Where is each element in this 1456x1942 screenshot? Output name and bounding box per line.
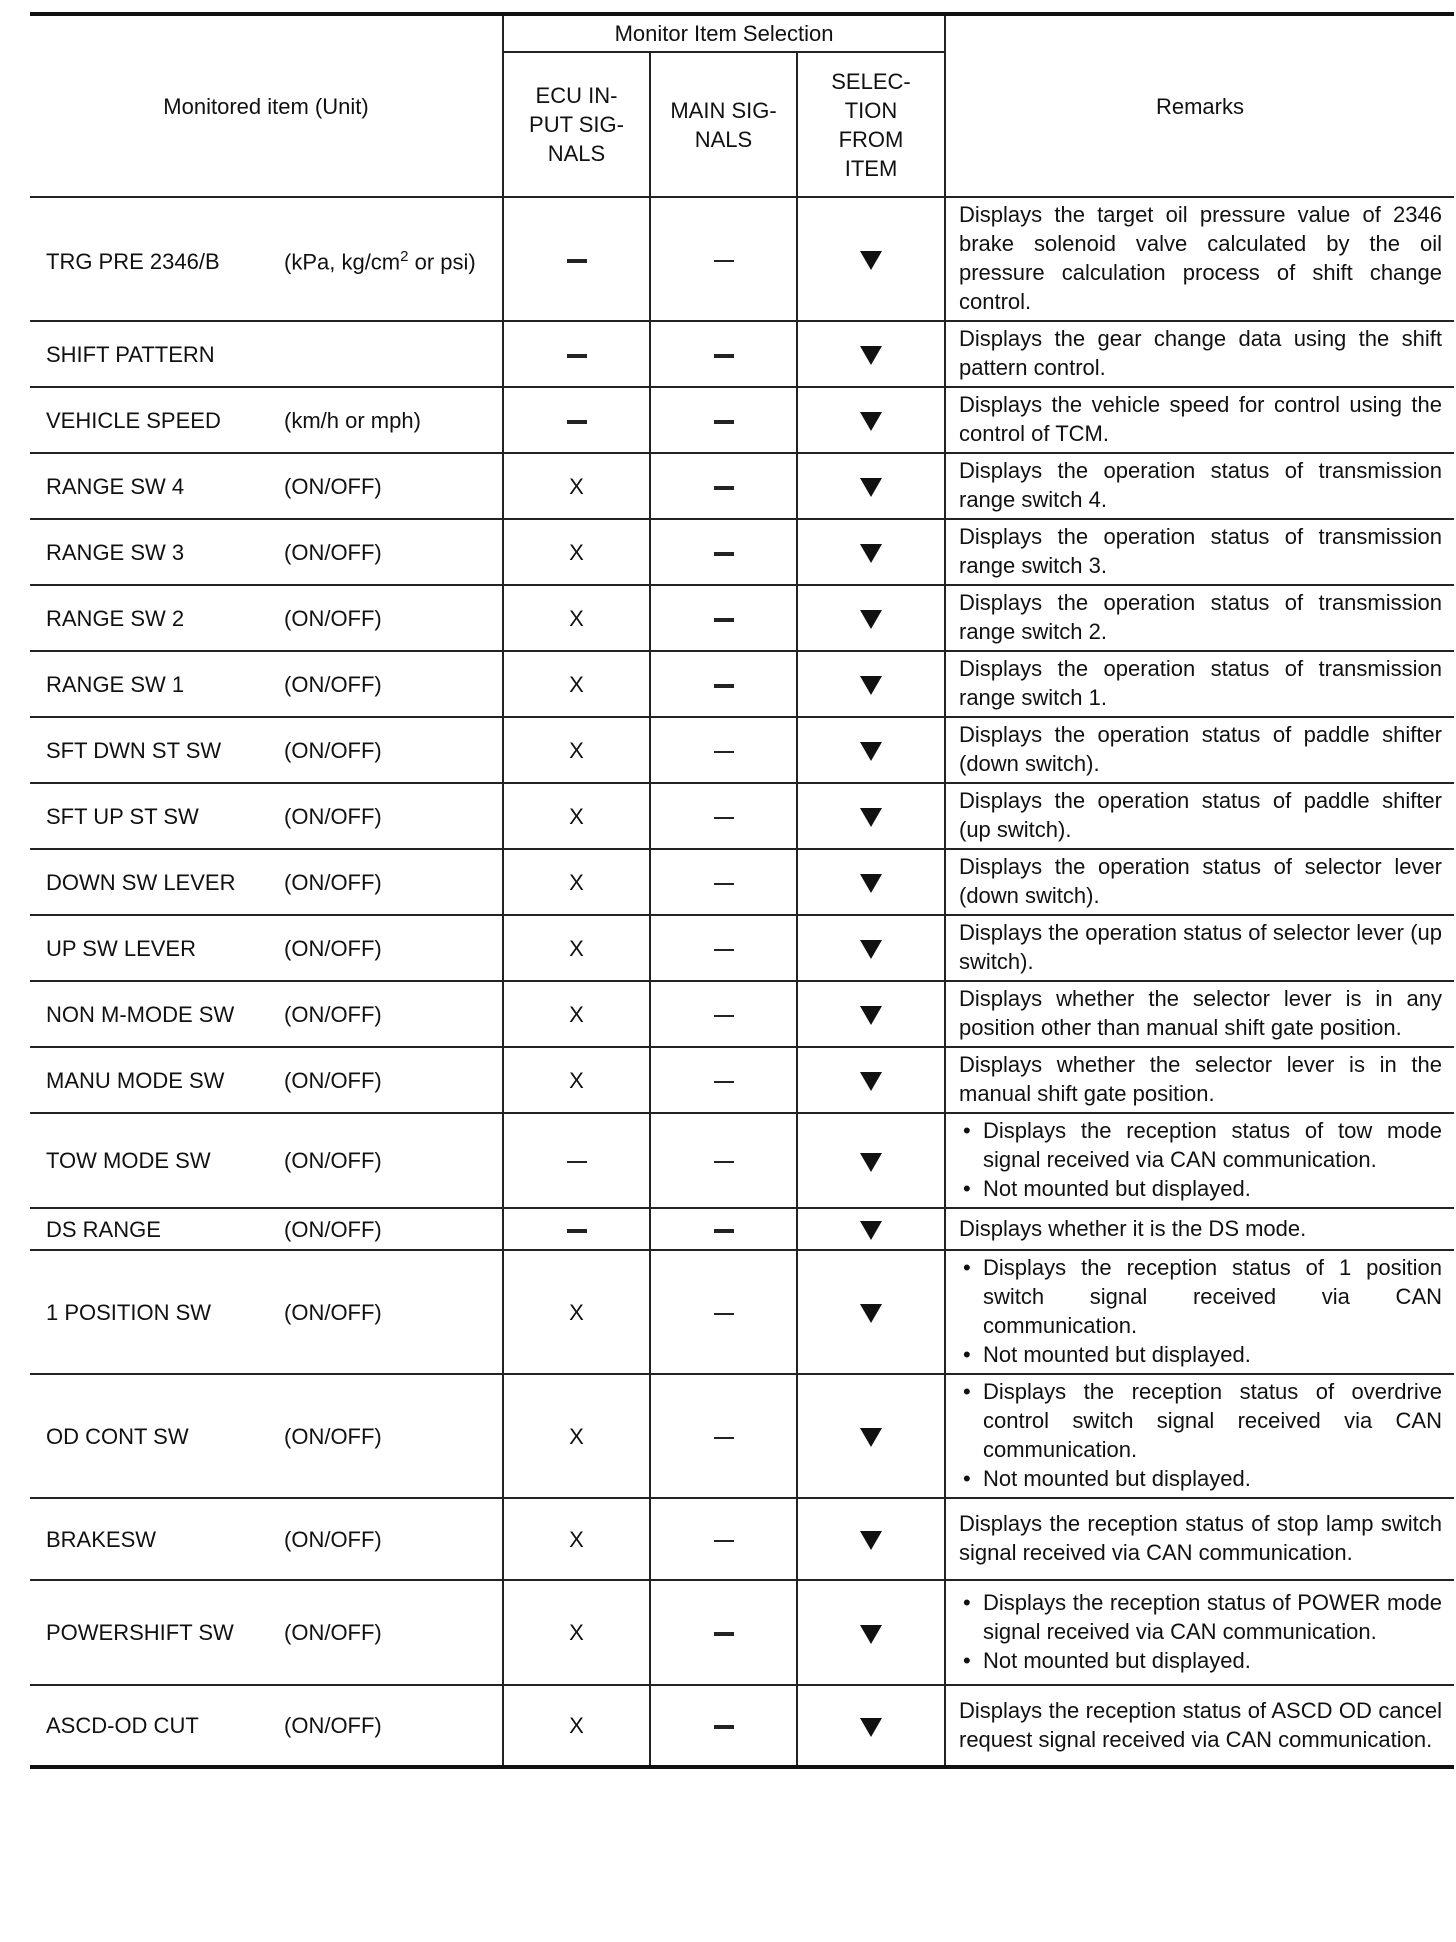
- ecu-input-mark-cell: [503, 453, 650, 519]
- item-unit: (ON/OFF): [284, 935, 382, 961]
- remarks-text: Displays the operation status of paddle shifter (down switch).: [959, 722, 1442, 776]
- main-signal-mark-cell: [650, 717, 797, 783]
- item-unit: (ON/OFF): [284, 1620, 382, 1645]
- down-triangle-icon: [860, 1221, 882, 1240]
- main-signal-mark-cell: [650, 1580, 797, 1685]
- monitored-item-cell: [30, 585, 503, 651]
- monitored-item-cell: [30, 321, 503, 387]
- dash-mark: [714, 1015, 734, 1017]
- item-unit: (ON/OFF): [284, 1216, 382, 1242]
- down-triangle-icon: [860, 1006, 882, 1025]
- remarks-list: [959, 1377, 1442, 1493]
- monitored-item-cell: [30, 197, 503, 321]
- selection-mark-cell: [797, 1208, 945, 1250]
- remarks-bullet: • Not mounted but displayed.: [959, 1174, 1442, 1203]
- remarks-cell: [945, 585, 1454, 651]
- remarks-cell: [945, 197, 1454, 321]
- down-triangle-icon: [860, 1072, 882, 1091]
- remarks-text: Displays the operation status of selector lever (down switch).: [959, 854, 1442, 908]
- selection-mark-cell: [797, 1374, 945, 1498]
- dash-mark: [567, 420, 587, 424]
- header-sel-text: SELEC- TION FROM ITEM: [831, 68, 911, 181]
- selection-mark-cell: [797, 1047, 945, 1113]
- dash-mark: [714, 1632, 734, 1636]
- item-name: ASCD-OD CUT: [46, 1713, 199, 1738]
- table-row: [30, 1047, 1454, 1113]
- monitored-item-cell: [30, 783, 503, 849]
- dash-mark: [714, 1081, 734, 1083]
- dash-mark: [714, 817, 734, 819]
- item-name: RANGE SW 3: [46, 539, 185, 565]
- table-row: [30, 1580, 1454, 1685]
- item-name: TOW MODE SW: [46, 1148, 211, 1173]
- item-unit: [284, 242, 476, 276]
- ecu-input-mark: X: [569, 869, 584, 895]
- table-row: [30, 1208, 1454, 1250]
- remarks-bullet: • Displays the reception status of tow mode signal received via CAN communication.: [959, 1116, 1442, 1174]
- ecu-input-mark: X: [569, 1001, 584, 1027]
- remarks-cell: [945, 321, 1454, 387]
- header-main-signals: [650, 52, 797, 197]
- selection-mark-cell: [797, 1498, 945, 1580]
- ecu-input-mark-cell: [503, 783, 650, 849]
- main-signal-mark-cell: [650, 981, 797, 1047]
- table-row: [30, 585, 1454, 651]
- down-triangle-icon: [860, 874, 882, 893]
- down-triangle-icon: [860, 1718, 882, 1737]
- ecu-input-mark-cell: [503, 1498, 650, 1580]
- down-triangle-icon: [860, 1428, 882, 1447]
- remarks-cell: [945, 1685, 1454, 1767]
- down-triangle-icon: [860, 1153, 882, 1172]
- item-unit: (ON/OFF): [284, 869, 382, 895]
- item-name: DOWN SW LEVER: [46, 869, 236, 895]
- unit-text: or psi): [408, 249, 476, 275]
- ecu-input-mark: X: [569, 1423, 584, 1449]
- remarks-cell: [945, 519, 1454, 585]
- selection-mark-cell: [797, 915, 945, 981]
- main-signal-mark-cell: [650, 1047, 797, 1113]
- table-row: [30, 1113, 1454, 1208]
- dash-mark: [714, 486, 734, 490]
- selection-mark-cell: [797, 1580, 945, 1685]
- dash-mark: [714, 618, 734, 622]
- remarks-cell: [945, 849, 1454, 915]
- item-unit: (ON/OFF): [284, 737, 382, 763]
- remarks-text: Displays whether the selector lever is in the manual shift gate position.: [959, 1052, 1442, 1106]
- item-name: BRAKESW: [46, 1526, 157, 1552]
- ecu-input-mark-cell: [503, 519, 650, 585]
- selection-mark-cell: [797, 849, 945, 915]
- item-unit: (ON/OFF): [284, 1526, 382, 1552]
- remarks-text: Displays the reception status of ASCD OD cancel request signal received via CAN communication.: [959, 1697, 1442, 1752]
- remarks-cell: [945, 1498, 1454, 1580]
- main-signal-mark-cell: [650, 387, 797, 453]
- monitored-item-cell: [30, 1208, 503, 1250]
- item-unit: (ON/OFF): [284, 1001, 382, 1027]
- ecu-input-mark: X: [569, 935, 584, 961]
- selection-mark-cell: [797, 1250, 945, 1374]
- item-name: POWERSHIFT SW: [46, 1620, 234, 1645]
- header-remarks: Remarks: [945, 14, 1454, 197]
- down-triangle-icon: [860, 1531, 882, 1550]
- item-unit: (ON/OFF): [284, 473, 382, 499]
- item-name: SFT UP ST SW: [46, 803, 199, 829]
- item-name: MANU MODE SW: [46, 1067, 225, 1093]
- main-signal-mark-cell: [650, 585, 797, 651]
- table-row: [30, 783, 1454, 849]
- selection-mark-cell: [797, 453, 945, 519]
- table-body: [30, 197, 1454, 1767]
- item-name: UP SW LEVER: [46, 935, 196, 961]
- monitored-item-cell: [30, 1374, 503, 1498]
- remarks-cell: [945, 717, 1454, 783]
- down-triangle-icon: [860, 1304, 882, 1323]
- ecu-input-mark: X: [569, 1713, 584, 1738]
- unit-superscript: 2: [400, 247, 409, 265]
- ecu-input-mark-cell: [503, 1374, 650, 1498]
- header-monitor-item-selection: Monitor Item Selection: [503, 14, 945, 52]
- down-triangle-icon: [860, 742, 882, 761]
- table-row: [30, 915, 1454, 981]
- dash-mark: [567, 1161, 587, 1163]
- dash-mark: [714, 552, 734, 556]
- main-signal-mark-cell: [650, 197, 797, 321]
- dash-mark: [714, 751, 734, 753]
- monitored-item-cell: [30, 717, 503, 783]
- dash-mark: [714, 354, 734, 358]
- selection-mark-cell: [797, 717, 945, 783]
- item-name: RANGE SW 4: [46, 473, 185, 499]
- remarks-list: [959, 1116, 1442, 1203]
- main-signal-mark-cell: [650, 1113, 797, 1208]
- item-name: 1 POSITION SW: [46, 1299, 212, 1325]
- remarks-text: Displays the operation status of selector lever (up switch).: [959, 920, 1442, 974]
- remarks-text: Displays whether the selector lever is in any position other than manual shift gate position.: [959, 986, 1442, 1040]
- dash-mark: [714, 684, 734, 688]
- ecu-input-mark: X: [569, 1526, 584, 1552]
- monitored-item-cell: [30, 1047, 503, 1113]
- table-row: [30, 651, 1454, 717]
- ecu-input-mark: X: [569, 671, 584, 697]
- ecu-input-mark-cell: [503, 197, 650, 321]
- selection-mark-cell: [797, 783, 945, 849]
- table-row: [30, 1498, 1454, 1580]
- down-triangle-icon: [860, 544, 882, 563]
- main-signal-mark-cell: [650, 849, 797, 915]
- dash-mark: [567, 354, 587, 358]
- ecu-input-mark-cell: [503, 1113, 650, 1208]
- down-triangle-icon: [860, 940, 882, 959]
- item-name: SHIFT PATTERN: [46, 341, 215, 367]
- ecu-input-mark: X: [569, 1067, 584, 1093]
- dash-mark: [567, 1229, 587, 1233]
- table-row: [30, 1685, 1454, 1767]
- dash-mark: [714, 1725, 734, 1729]
- down-triangle-icon: [860, 478, 882, 497]
- remarks-bullet: • Displays the reception status of POWER mode signal received via CAN communication.: [959, 1588, 1442, 1646]
- item-name: OD CONT SW: [46, 1423, 189, 1449]
- item-name: RANGE SW 2: [46, 605, 185, 631]
- header-ecu-text: ECU IN- PUT SIG- NALS: [529, 83, 624, 166]
- ecu-input-mark: X: [569, 803, 584, 829]
- ecu-input-mark-cell: [503, 915, 650, 981]
- selection-mark-cell: [797, 197, 945, 321]
- dash-mark: [714, 420, 734, 424]
- dash-mark: [714, 1229, 734, 1233]
- ecu-input-mark: X: [569, 473, 584, 499]
- ecu-input-mark-cell: [503, 387, 650, 453]
- ecu-input-mark: X: [569, 605, 584, 631]
- table-row: [30, 1374, 1454, 1498]
- main-signal-mark-cell: [650, 1374, 797, 1498]
- item-name: DS RANGE: [46, 1216, 161, 1242]
- remarks-text: Displays the operation status of transmission range switch 1.: [959, 656, 1442, 710]
- monitored-item-cell: [30, 915, 503, 981]
- remarks-cell: [945, 651, 1454, 717]
- dash-mark: [714, 1313, 734, 1315]
- remarks-bullet: • Not mounted but displayed.: [959, 1340, 1442, 1369]
- ecu-input-mark-cell: [503, 717, 650, 783]
- unit-text: (kPa, kg/cm: [284, 249, 401, 275]
- header-ecu-input-signals: [503, 52, 650, 197]
- remarks-cell: [945, 1047, 1454, 1113]
- ecu-input-mark: X: [569, 737, 584, 763]
- selection-mark-cell: [797, 387, 945, 453]
- item-unit: (ON/OFF): [284, 1148, 382, 1173]
- main-signal-mark-cell: [650, 1685, 797, 1767]
- monitored-item-cell: [30, 1250, 503, 1374]
- selection-mark-cell: [797, 321, 945, 387]
- header-monitored-item: Monitored item (Unit): [30, 14, 503, 197]
- ecu-input-mark-cell: [503, 651, 650, 717]
- ecu-input-mark: X: [569, 1620, 584, 1645]
- remarks-cell: [945, 1580, 1454, 1685]
- remarks-bullet: • Displays the reception status of overdrive control switch signal received via CAN communication.: [959, 1377, 1442, 1464]
- ecu-input-mark: X: [569, 539, 584, 565]
- table-row: [30, 981, 1454, 1047]
- remarks-text: Displays the operation status of transmission range switch 4.: [959, 458, 1442, 512]
- ecu-input-mark-cell: [503, 585, 650, 651]
- monitored-item-cell: [30, 1113, 503, 1208]
- remarks-bullet: • Not mounted but displayed.: [959, 1464, 1442, 1493]
- ecu-input-mark: X: [569, 1299, 584, 1325]
- selection-mark-cell: [797, 1685, 945, 1767]
- ecu-input-mark-cell: [503, 849, 650, 915]
- dash-mark: [714, 949, 734, 951]
- remarks-text: Displays whether it is the DS mode.: [959, 1215, 1307, 1241]
- main-signal-mark-cell: [650, 783, 797, 849]
- item-name: VEHICLE SPEED: [46, 407, 221, 433]
- monitored-item-cell: [30, 453, 503, 519]
- down-triangle-icon: [860, 676, 882, 695]
- item-name: TRG PRE 2346/B: [46, 249, 220, 275]
- remarks-cell: [945, 1250, 1454, 1374]
- remarks-cell: [945, 1374, 1454, 1498]
- dash-mark: [714, 1161, 734, 1163]
- monitored-item-cell: [30, 1685, 503, 1767]
- down-triangle-icon: [860, 412, 882, 431]
- dash-mark: [714, 1540, 734, 1542]
- monitored-item-cell: [30, 849, 503, 915]
- item-unit: (ON/OFF): [284, 671, 382, 697]
- main-signal-mark-cell: [650, 1250, 797, 1374]
- item-name: NON M-MODE SW: [46, 1001, 235, 1027]
- remarks-cell: [945, 387, 1454, 453]
- remarks-text: Displays the vehicle speed for control using the control of TCM.: [959, 392, 1442, 446]
- ecu-input-mark-cell: [503, 1250, 650, 1374]
- main-signal-mark-cell: [650, 1498, 797, 1580]
- main-signal-mark-cell: [650, 651, 797, 717]
- item-unit: (ON/OFF): [284, 605, 382, 631]
- ecu-input-mark-cell: [503, 981, 650, 1047]
- ecu-input-mark-cell: [503, 321, 650, 387]
- item-name: SFT DWN ST SW: [46, 737, 222, 763]
- item-unit: (ON/OFF): [284, 1423, 382, 1449]
- item-unit: (ON/OFF): [284, 1067, 382, 1093]
- table-row: [30, 387, 1454, 453]
- selection-mark-cell: [797, 651, 945, 717]
- down-triangle-icon: [860, 610, 882, 629]
- selection-mark-cell: [797, 1113, 945, 1208]
- header-selection-from-item: [797, 52, 945, 197]
- ecu-input-mark-cell: [503, 1208, 650, 1250]
- remarks-list: [959, 1253, 1442, 1369]
- monitored-item-cell: [30, 1498, 503, 1580]
- down-triangle-icon: [860, 808, 882, 827]
- header-main-text: MAIN SIG- NALS: [670, 97, 777, 152]
- remarks-text: Displays the target oil pressure value of 2346 brake solenoid valve calculated by the oil pressure calculation process of shift change control.: [959, 202, 1442, 314]
- remarks-cell: [945, 1208, 1454, 1250]
- dash-mark: [567, 259, 587, 263]
- table-row: [30, 453, 1454, 519]
- remarks-text: Displays the operation status of paddle shifter (up switch).: [959, 788, 1442, 842]
- monitored-item-cell: [30, 651, 503, 717]
- ecu-input-mark-cell: [503, 1047, 650, 1113]
- monitored-item-cell: [30, 1580, 503, 1685]
- item-unit: (ON/OFF): [284, 1299, 382, 1325]
- down-triangle-icon: [860, 1625, 882, 1644]
- item-unit: (ON/OFF): [284, 1713, 382, 1738]
- remarks-list: [959, 1588, 1442, 1675]
- item-unit: (ON/OFF): [284, 803, 382, 829]
- table-row: [30, 519, 1454, 585]
- monitored-item-cell: [30, 387, 503, 453]
- table-row: [30, 717, 1454, 783]
- remarks-cell: [945, 915, 1454, 981]
- main-signal-mark-cell: [650, 915, 797, 981]
- remarks-bullet: • Not mounted but displayed.: [959, 1646, 1442, 1675]
- dash-mark: [714, 1437, 734, 1439]
- table-row: [30, 849, 1454, 915]
- main-signal-mark-cell: [650, 453, 797, 519]
- selection-mark-cell: [797, 585, 945, 651]
- remarks-text: Displays the operation status of transmission range switch 3.: [959, 524, 1442, 578]
- item-unit: (km/h or mph): [284, 407, 421, 433]
- selection-mark-cell: [797, 519, 945, 585]
- remarks-bullet: • Displays the reception status of 1 position switch signal received via CAN communication.: [959, 1253, 1442, 1340]
- item-unit: (ON/OFF): [284, 539, 382, 565]
- table-row: [30, 197, 1454, 321]
- monitored-item-cell: [30, 519, 503, 585]
- ecu-input-mark-cell: [503, 1685, 650, 1767]
- table-row: [30, 1250, 1454, 1374]
- main-signal-mark-cell: [650, 321, 797, 387]
- dash-mark: [714, 883, 734, 885]
- remarks-text: Displays the reception status of stop lamp switch signal received via CAN communication.: [959, 1511, 1442, 1565]
- monitored-item-cell: [30, 981, 503, 1047]
- table-row: [30, 321, 1454, 387]
- main-signal-mark-cell: [650, 1208, 797, 1250]
- down-triangle-icon: [860, 251, 882, 270]
- remarks-text: Displays the gear change data using the shift pattern control.: [959, 326, 1442, 380]
- remarks-text: Displays the operation status of transmission range switch 2.: [959, 590, 1442, 644]
- remarks-cell: [945, 453, 1454, 519]
- remarks-cell: [945, 1113, 1454, 1208]
- dash-mark: [714, 260, 734, 262]
- monitor-item-table: [30, 12, 1454, 1769]
- down-triangle-icon: [860, 346, 882, 365]
- remarks-cell: [945, 981, 1454, 1047]
- ecu-input-mark-cell: [503, 1580, 650, 1685]
- main-signal-mark-cell: [650, 519, 797, 585]
- item-name: RANGE SW 1: [46, 671, 185, 697]
- remarks-cell: [945, 783, 1454, 849]
- selection-mark-cell: [797, 981, 945, 1047]
